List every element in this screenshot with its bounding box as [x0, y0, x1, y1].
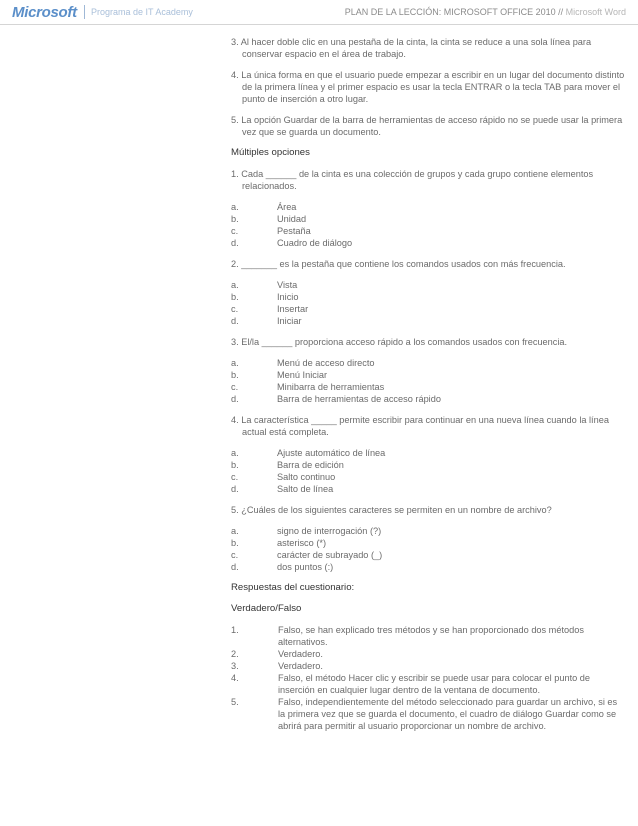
option-letter: c. — [231, 472, 239, 482]
option — [231, 213, 626, 225]
option-letter: d. — [231, 394, 239, 404]
option-text: Unidad — [277, 214, 307, 224]
tf-question-5: 5. La opción Guardar de la barra de herramientas de acceso rápido no se puede usar la primera vez que se guarda un documento. — [231, 115, 623, 137]
mc-options-4 — [231, 447, 626, 495]
header-divider — [84, 5, 85, 19]
option-letter: d. — [231, 238, 239, 248]
option-letter: c. — [231, 226, 239, 236]
answer-item — [231, 624, 626, 648]
option-letter: b. — [231, 292, 239, 302]
option — [231, 459, 626, 471]
section-subheading-true-false: Verdadero/Falso — [231, 603, 302, 614]
option — [231, 381, 626, 393]
option-text: asterisco (*) — [277, 538, 327, 548]
option — [231, 315, 626, 327]
mc-question-1: 1. Cada ______ de la cinta es una colección de grupos y cada grupo contiene elementos relacionados. — [231, 169, 594, 191]
option-letter: a. — [231, 526, 239, 536]
mc-options-5 — [231, 525, 626, 573]
option — [231, 369, 626, 381]
option-text: Pestaña — [277, 226, 311, 236]
option — [231, 237, 626, 249]
option-text: Salto continuo — [277, 472, 336, 482]
option-text: Barra de edición — [277, 460, 344, 470]
option-text: dos puntos (:) — [277, 562, 334, 572]
option-letter: b. — [231, 460, 239, 470]
option-text: Menú Iniciar — [277, 370, 328, 380]
option — [231, 561, 626, 573]
option-letter: b. — [231, 214, 239, 224]
option-letter: d. — [231, 484, 239, 494]
option — [231, 393, 626, 405]
option — [231, 537, 626, 549]
option — [231, 303, 626, 315]
answer-number: 3. — [231, 661, 239, 671]
option-letter: a. — [231, 202, 239, 212]
option-letter: a. — [231, 358, 239, 368]
answer-number: 2. — [231, 649, 239, 659]
option-text: Barra de herramientas de acceso rápido — [277, 394, 441, 404]
option-letter: c. — [231, 550, 239, 560]
option-letter: d. — [231, 562, 239, 572]
answer-number: 4. — [231, 673, 239, 683]
answer-number: 5. — [231, 697, 239, 707]
option-text: Salto de línea — [277, 484, 334, 494]
option — [231, 357, 626, 369]
mc-options-3 — [231, 357, 626, 405]
answer-item — [231, 672, 626, 696]
answer-item — [231, 660, 626, 672]
mc-question-5: 5. ¿Cuáles de los siguientes caracteres se permiten en un nombre de archivo? — [231, 505, 552, 515]
option-letter: b. — [231, 370, 239, 380]
option — [231, 201, 626, 213]
option-text: signo de interrogación (?) — [277, 526, 382, 536]
option — [231, 447, 626, 459]
option-text: Iniciar — [277, 316, 302, 326]
microsoft-logo: Microsoft — [12, 4, 77, 21]
option — [231, 471, 626, 483]
program-name: Programa de IT Academy — [91, 7, 193, 17]
answer-text: Verdadero. — [278, 649, 323, 659]
option-text: Ajuste automático de línea — [277, 448, 386, 458]
option-text: carácter de subrayado (_) — [277, 550, 383, 560]
answer-number: 1. — [231, 625, 239, 635]
answer-list — [231, 624, 626, 732]
app-name: Microsoft Word — [565, 7, 626, 17]
answer-text: Falso, el método Hacer clic y escribir se puede usar para colocar el punto de inserción en cualquier lugar dentro de la ventana de documento. — [278, 673, 591, 695]
option-letter: a. — [231, 280, 239, 290]
option — [231, 549, 626, 561]
option — [231, 525, 626, 537]
answer-text: Falso, se han explicado tres métodos y se han proporcionado dos métodos alternativos. — [278, 625, 584, 647]
option — [231, 483, 626, 495]
mc-question-3: 3. El/la ______ proporciona acceso rápido a los comandos usados con frecuencia. — [231, 337, 568, 347]
option-text: Menú de acceso directo — [277, 358, 375, 368]
answer-text: Falso, independientemente del método seleccionado para guardar un archivo, si es la primera vez que se guarda el documento, el cuadro de diálogo Guardar como se abrirá para permitir al usuario proporcionar un nombre de archivo. — [278, 697, 618, 731]
mc-question-4: 4. La característica _____ permite escribir para continuar en una nueva línea cuando la línea actual está completa. — [231, 415, 609, 437]
mc-question-2: 2. _______ es la pestaña que contiene los comandos usados con más frecuencia. — [231, 259, 566, 269]
page-header — [0, 0, 638, 24]
option-letter: a. — [231, 448, 239, 458]
option-text: Insertar — [277, 304, 309, 314]
tf-question-4: 4. La única forma en que el usuario puede empezar a escribir en un lugar del documento distinto de la primera línea y el primer espacio es usar la tecla ENTRAR o la tecla TAB para mover el punto de inserción a otro lugar. — [231, 70, 625, 104]
option — [231, 225, 626, 237]
option-letter: c. — [231, 304, 239, 314]
option-letter: c. — [231, 382, 239, 392]
answer-item — [231, 648, 626, 660]
section-heading-multiple-choice: Múltiples opciones — [231, 147, 310, 158]
document-body — [231, 36, 626, 732]
section-heading-answers: Respuestas del cuestionario: — [231, 582, 355, 593]
option-text: Inicio — [277, 292, 299, 302]
header-rule — [0, 24, 638, 25]
answer-text: Verdadero. — [278, 661, 323, 671]
option-text: Cuadro de diálogo — [277, 238, 353, 248]
option-text: Vista — [277, 280, 298, 290]
answer-item — [231, 696, 626, 732]
tf-question-3: 3. Al hacer doble clic en una pestaña de la cinta, la cinta se reduce a una sola línea para conservar espacio en el área de trabajo. — [231, 37, 592, 59]
plan-label: PLAN DE LA LECCIÓN: MICROSOFT OFFICE 2010 // — [344, 7, 564, 17]
option — [231, 279, 626, 291]
option — [231, 291, 626, 303]
option-letter: d. — [231, 316, 239, 326]
lesson-plan-title — [345, 7, 626, 17]
mc-options-2 — [231, 279, 626, 327]
option-text: Minibarra de herramientas — [277, 382, 385, 392]
option-letter: b. — [231, 538, 239, 548]
mc-options-1 — [231, 201, 626, 249]
option-text: Área — [277, 202, 297, 212]
